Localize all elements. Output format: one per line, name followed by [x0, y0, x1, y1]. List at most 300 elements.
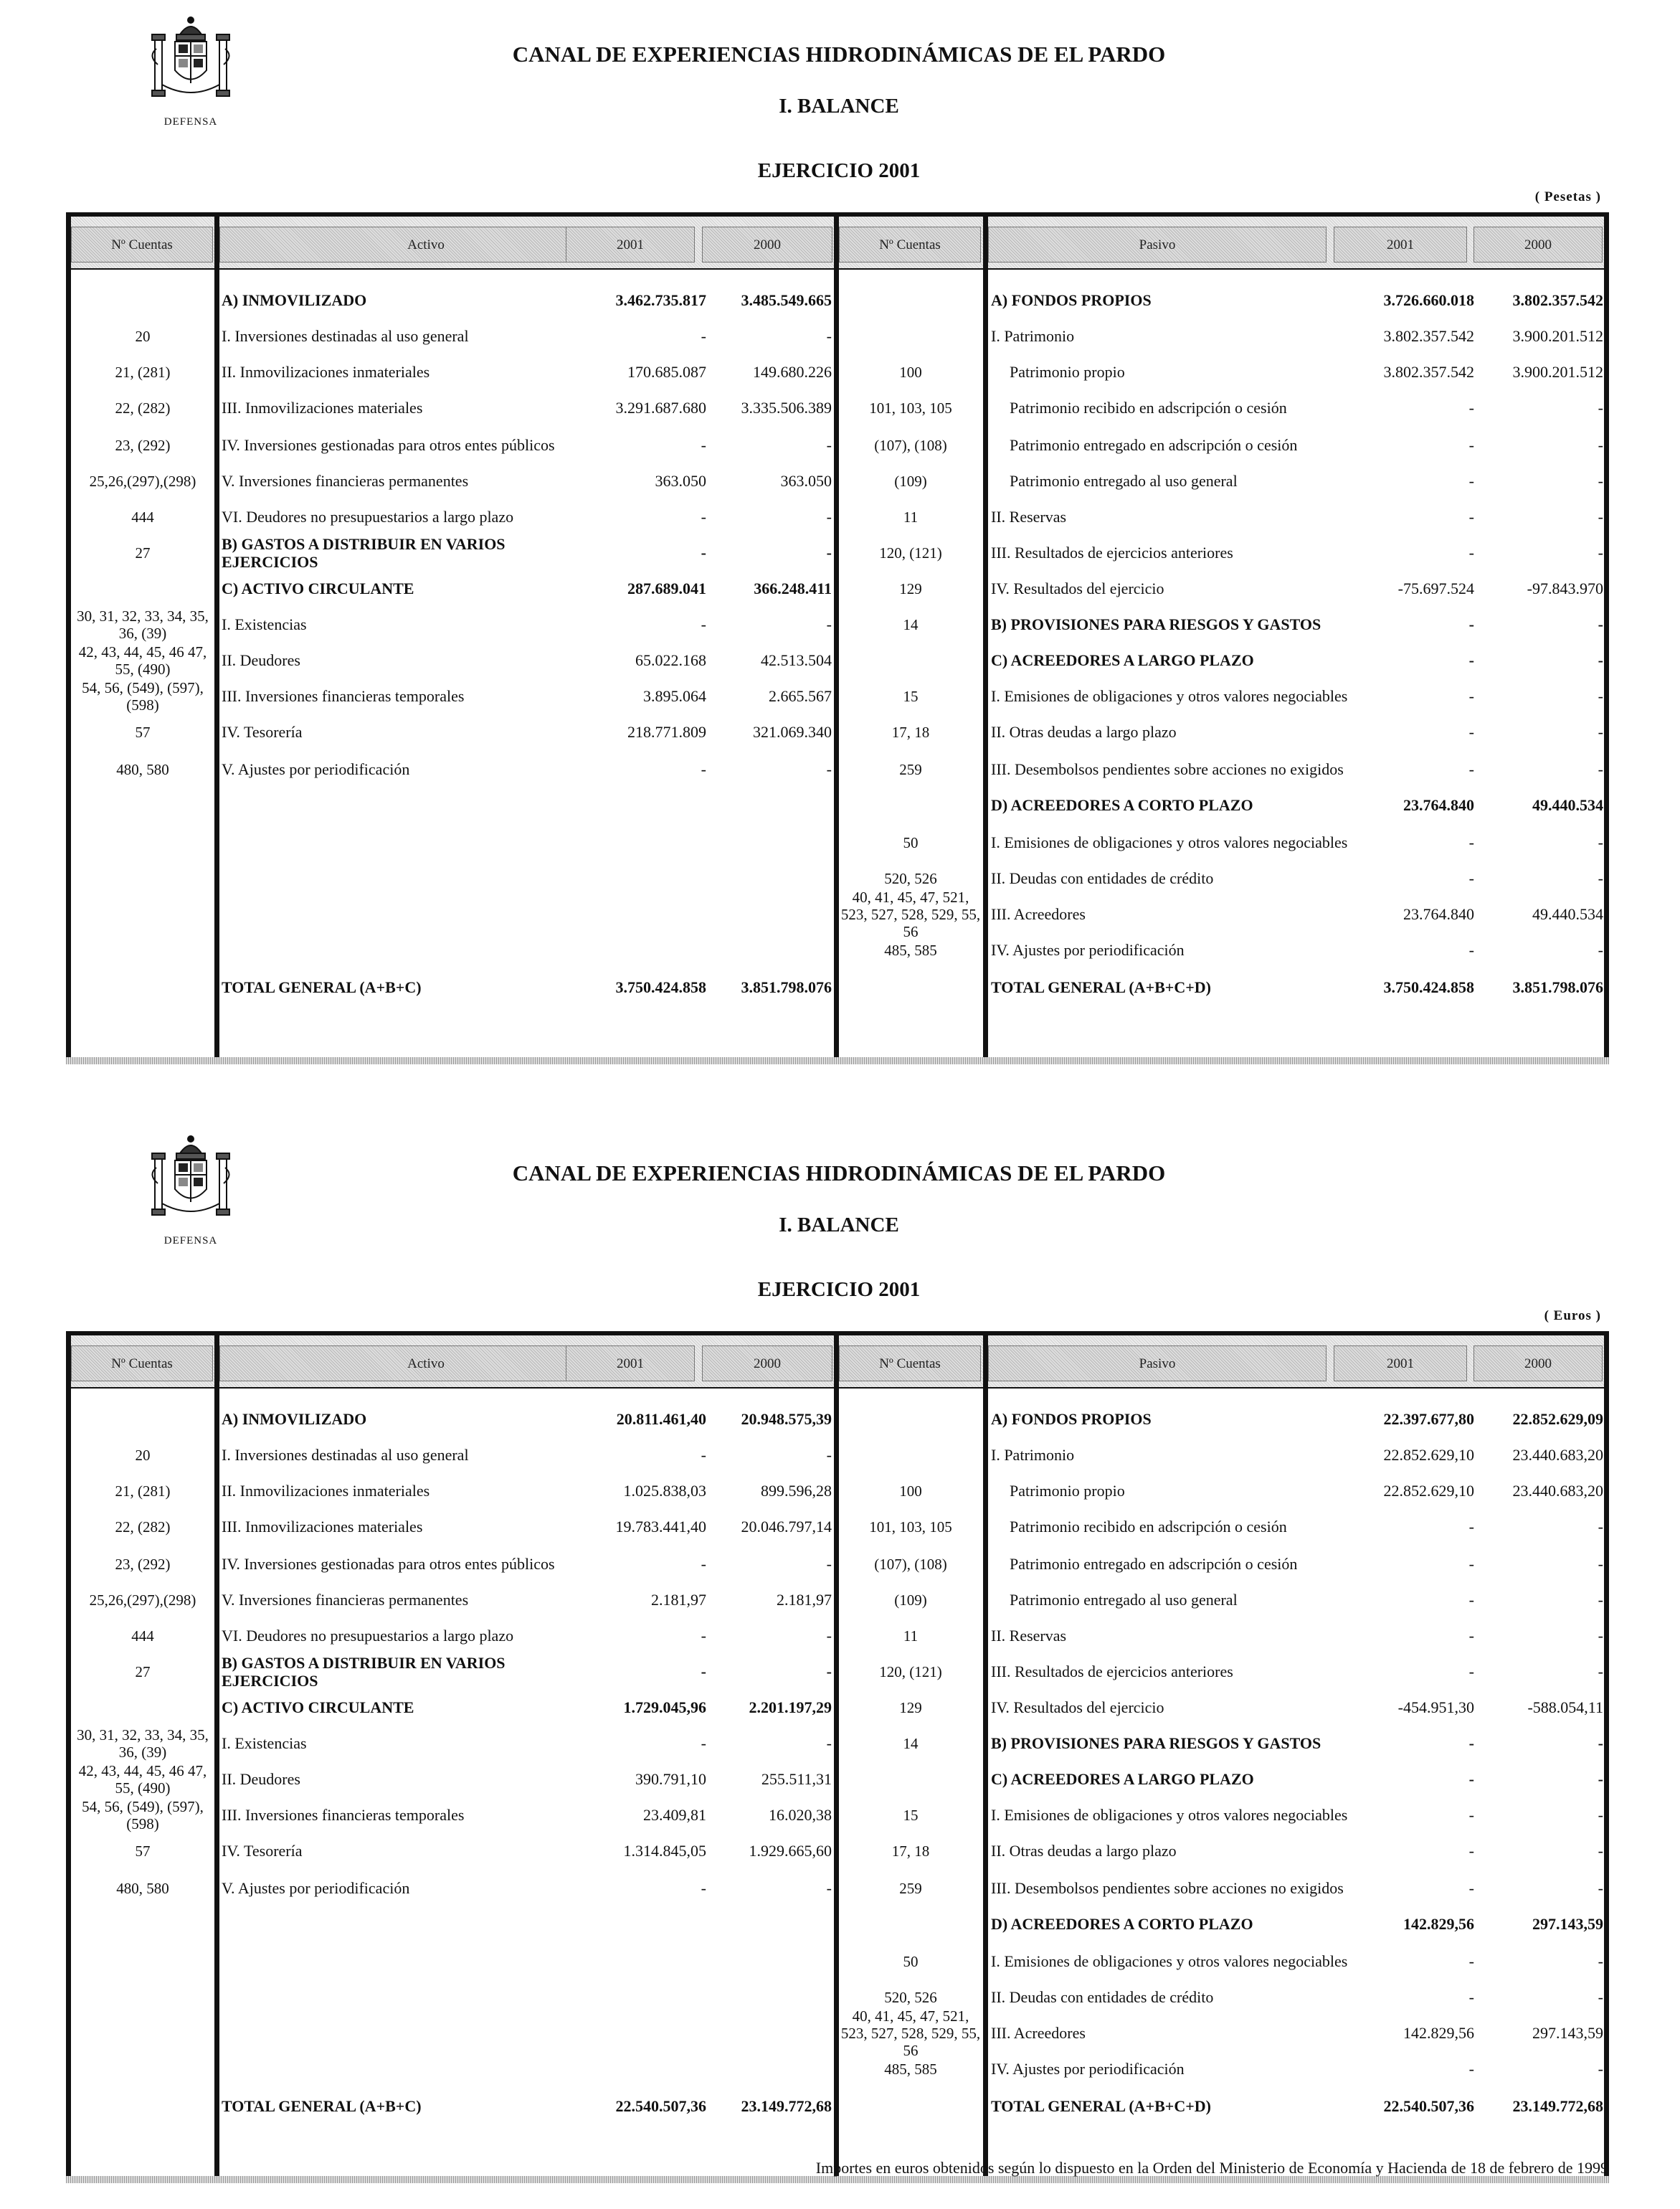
cell-activo-2000: 3.851.798.076 [741, 978, 832, 997]
cell-activo-2001 [566, 861, 709, 897]
cell-pasivo-2000: 3.900.201.512 [1512, 327, 1603, 346]
org-label: DEFENSA [163, 1235, 218, 1247]
cell-activo-2000 [698, 932, 835, 968]
cell-concept-pasivo: II. Otras deudas a largo plazo [991, 1842, 1177, 1860]
table-row [66, 932, 1609, 968]
cell-activo-2001: - [701, 1879, 706, 1898]
cell-pasivo-2000: - [1598, 1952, 1603, 1971]
table-row [66, 607, 1609, 643]
cell-activo-2001: 1.314.845,05 [623, 1842, 706, 1860]
cell-activo-2000: 3.485.549.665 [741, 291, 832, 310]
cell-activo-2001: - [701, 1446, 706, 1465]
cell-accounts-activo [71, 2051, 214, 2087]
cell-pasivo-2000: 23.440.683,20 [1512, 1482, 1603, 1500]
cell-activo-2001 [566, 787, 709, 823]
cell-accounts-activo: 444 [131, 508, 154, 526]
cell-accounts-pasivo: 11 [903, 508, 919, 526]
cell-concept-pasivo: Patrimonio entregado al uso general [1010, 472, 1238, 491]
cell-concept-activo: III. Inversiones financieras temporales [222, 687, 465, 706]
cell-pasivo-2001: 142.829,56 [1403, 2024, 1474, 2043]
cell-concept-pasivo: Patrimonio propio [1010, 1482, 1125, 1500]
document-subtitle: I. BALANCE [779, 1214, 899, 1236]
cell-concept-pasivo: I. Emisiones de obligaciones y otros valores negociables [991, 833, 1348, 852]
cell-accounts-activo [71, 932, 214, 968]
cell-pasivo-2001: 22.852.629,10 [1383, 1446, 1474, 1465]
cell-activo-2000: 2.665.567 [769, 687, 832, 706]
cell-concept-activo [220, 1944, 579, 1979]
cell-accounts-activo [71, 897, 214, 932]
cell-concept-pasivo: III. Acreedores [991, 905, 1086, 924]
cell-pasivo-2000: - [1598, 941, 1603, 960]
cell-activo-2001: 3.462.735.817 [615, 291, 706, 310]
cell-accounts-pasivo: 17, 18 [891, 1842, 930, 1860]
currency-unit: ( Euros ) [1544, 1308, 1601, 1323]
cell-accounts-activo [71, 283, 214, 318]
cell-concept-activo [220, 1979, 579, 2015]
cell-pasivo-2001: - [1468, 723, 1474, 742]
cell-activo-2001: - [701, 760, 706, 779]
cell-concept-activo: I. Inversiones destinadas al uso general [222, 327, 469, 346]
cell-accounts-activo: 57 [135, 723, 151, 741]
cell-accounts-activo [71, 1401, 214, 1437]
cell-accounts-pasivo: 50 [903, 833, 919, 851]
cell-activo-2001: 3.895.064 [643, 687, 706, 706]
cell-accounts-activo: 57 [135, 1842, 151, 1860]
cell-activo-2000: - [826, 1627, 832, 1645]
cell-pasivo-2001: - [1468, 544, 1474, 562]
table-row [66, 1582, 1609, 1618]
cell-pasivo-2001: - [1468, 1734, 1474, 1753]
table-row [66, 643, 1609, 678]
cell-accounts-activo: 25,26,(297),(298) [89, 472, 196, 490]
cell-activo-2000: 321.069.340 [753, 723, 832, 742]
cell-activo-2001: - [701, 615, 706, 634]
cell-accounts-pasivo: 15 [903, 687, 919, 705]
cell-pasivo-2000: - [1598, 615, 1603, 634]
cell-activo-2000 [698, 2015, 835, 2051]
cell-activo-2000: 20.948.575,39 [741, 1410, 832, 1429]
table-row [66, 283, 1609, 318]
cell-accounts-pasivo: 40, 41, 45, 47, 521, 523, 527, 528, 529, 55, 56 [840, 888, 981, 941]
cell-concept-pasivo: III. Desembolsos pendientes sobre acciones no exigidos [991, 1879, 1344, 1898]
table-row [66, 1690, 1609, 1726]
cell-activo-2001 [566, 1906, 709, 1942]
cell-activo-2000: 23.149.772,68 [741, 2097, 832, 2116]
cell-activo-2000 [698, 861, 835, 897]
cell-pasivo-2001: - [1468, 651, 1474, 670]
cell-pasivo-2000: 23.440.683,20 [1512, 1446, 1603, 1465]
cell-pasivo-2001: 22.397.677,80 [1383, 1410, 1474, 1429]
cell-activo-2000 [698, 897, 835, 932]
cell-activo-2000 [698, 1979, 835, 2015]
cell-concept-pasivo: III. Resultados de ejercicios anteriores [991, 1662, 1233, 1681]
table-row [66, 1473, 1609, 1509]
cell-concept-pasivo: A) FONDOS PROPIOS [991, 1410, 1152, 1429]
cell-activo-2001: 218.771.809 [627, 723, 706, 742]
cell-concept-pasivo: I. Emisiones de obligaciones y otros valores negociables [991, 1952, 1348, 1971]
cell-pasivo-2000: - [1598, 544, 1603, 562]
cell-activo-2001 [566, 897, 709, 932]
header-accounts-right: Nº Cuentas [839, 227, 981, 262]
cell-accounts-pasivo: 100 [899, 1482, 922, 1500]
cell-activo-2000: 149.680.226 [753, 363, 832, 382]
cell-accounts-activo [71, 970, 214, 1006]
cell-pasivo-2001: -75.697.524 [1397, 580, 1474, 598]
cell-activo-2001 [566, 2051, 709, 2087]
cell-accounts-pasivo [839, 1401, 982, 1437]
cell-accounts-activo: 444 [131, 1627, 154, 1645]
cell-accounts-activo: 25,26,(297),(298) [89, 1591, 196, 1609]
cell-concept-pasivo: C) ACREEDORES A LARGO PLAZO [991, 1770, 1254, 1789]
header-accounts-right: Nº Cuentas [839, 1345, 981, 1381]
cell-activo-2001 [566, 2015, 709, 2051]
cell-activo-2000: - [826, 1555, 832, 1574]
cell-concept-activo [220, 2051, 579, 2087]
cell-pasivo-2001: - [1468, 399, 1474, 417]
cell-concept-activo: B) GASTOS A DISTRIBUIR EN VARIOS EJERCICIOS [222, 1653, 506, 1690]
cell-activo-2000: 3.335.506.389 [741, 399, 832, 417]
cell-concept-activo [220, 2015, 579, 2051]
cell-concept-pasivo: IV. Resultados del ejercicio [991, 1698, 1164, 1717]
cell-activo-2000: 255.511,31 [761, 1770, 832, 1789]
table-row [66, 1618, 1609, 1654]
table-row [66, 861, 1609, 897]
header-pasivo: Pasivo [988, 227, 1327, 262]
cell-pasivo-2000: 22.852.629,09 [1512, 1410, 1603, 1429]
table-row [66, 1833, 1609, 1869]
cell-concept-pasivo: II. Deudas con entidades de crédito [991, 1988, 1214, 2007]
cell-pasivo-2000: 3.802.357.542 [1512, 291, 1603, 310]
balance-pesetas [0, 0, 1680, 1090]
cell-pasivo-2000: 49.440.534 [1532, 905, 1603, 924]
cell-concept-activo: V. Ajustes por periodificación [222, 760, 410, 779]
cell-pasivo-2000: - [1598, 1879, 1603, 1898]
cell-accounts-activo: 21, (281) [115, 363, 171, 381]
cell-concept-pasivo: IV. Ajustes por periodificación [991, 941, 1185, 960]
cell-pasivo-2001: - [1468, 1842, 1474, 1860]
cell-pasivo-2001: - [1468, 472, 1474, 491]
coat-of-arms-icon [141, 1132, 241, 1239]
table-row [66, 535, 1609, 571]
table-row [66, 318, 1609, 354]
cell-concept-pasivo: II. Deudas con entidades de crédito [991, 869, 1214, 888]
cell-accounts-activo: 30, 31, 32, 33, 34, 35, 36, (39) [77, 607, 209, 642]
cell-concept-pasivo: B) PROVISIONES PARA RIESGOS Y GASTOS [991, 1734, 1321, 1753]
cell-accounts-pasivo [839, 1906, 982, 1942]
cell-pasivo-2000: 297.143,59 [1532, 1915, 1603, 1934]
cell-pasivo-2000: 3.900.201.512 [1512, 363, 1603, 382]
cell-pasivo-2001: 23.764.840 [1403, 905, 1474, 924]
cell-pasivo-2001: - [1468, 2060, 1474, 2078]
table-row [66, 427, 1609, 463]
balance-euros [0, 1119, 1680, 2209]
cell-activo-2000: - [826, 544, 832, 562]
cell-pasivo-2000: - [1598, 1988, 1603, 2007]
cell-concept-pasivo: II. Reservas [991, 508, 1067, 526]
cell-activo-2000: - [826, 760, 832, 779]
table-row [66, 390, 1609, 426]
cell-accounts-pasivo [839, 643, 982, 678]
cell-pasivo-2001: - [1468, 941, 1474, 960]
table-row [66, 678, 1609, 714]
cell-concept-activo: VI. Deudores no presupuestarios a largo plazo [222, 508, 514, 526]
footer-note: Importes en euros obtenidos según lo dispuesto en la Orden del Ministerio de Economía y Hacienda de 18 de febrero de 1999 [815, 2159, 1608, 2177]
cell-accounts-activo: 54, 56, (549), (597), (598) [82, 1797, 204, 1832]
cell-accounts-activo: 20 [135, 1446, 151, 1464]
header-activo-2000: 2000 [702, 1345, 832, 1381]
cell-concept-activo: IV. Inversiones gestionadas para otros entes públicos [222, 1555, 555, 1574]
table-row [66, 1509, 1609, 1545]
cell-pasivo-2001: - [1468, 1988, 1474, 2007]
cell-concept-activo [220, 825, 579, 861]
cell-activo-2001: 170.685.087 [627, 363, 706, 382]
cell-activo-2000: 899.596,28 [761, 1482, 832, 1500]
cell-pasivo-2000: - [1598, 651, 1603, 670]
cell-concept-activo: I. Existencias [222, 615, 307, 634]
table-row [66, 1401, 1609, 1437]
table-row [66, 1906, 1609, 1942]
cell-accounts-pasivo [839, 1761, 982, 1797]
cell-concept-pasivo: II. Reservas [991, 1627, 1067, 1645]
cell-activo-2000: - [826, 1734, 832, 1753]
table-row [66, 1870, 1609, 1906]
cell-pasivo-2001: - [1468, 436, 1474, 455]
header-pasivo-2000: 2000 [1473, 1345, 1603, 1381]
cell-pasivo-2001: - [1468, 1662, 1474, 1681]
cell-pasivo-2001: 22.852.629,10 [1383, 1482, 1474, 1500]
cell-accounts-activo [71, 1906, 214, 1942]
cell-activo-2001: 65.022.168 [635, 651, 706, 670]
cell-accounts-pasivo: 259 [899, 1879, 922, 1897]
cell-concept-pasivo: A) FONDOS PROPIOS [991, 291, 1152, 310]
cell-pasivo-2000: - [1598, 2060, 1603, 2078]
cell-pasivo-2001: - [1468, 1518, 1474, 1536]
cell-accounts-pasivo [839, 283, 982, 318]
header-pasivo-2001: 2001 [1334, 1345, 1467, 1381]
header-activo-2000: 2000 [702, 227, 832, 262]
cell-activo-2001: - [701, 544, 706, 562]
table-row [66, 1944, 1609, 1979]
cell-activo-2000: - [826, 327, 832, 346]
cell-concept-activo [220, 932, 579, 968]
cell-concept-activo: IV. Tesorería [222, 723, 303, 742]
cell-activo-2000: - [826, 436, 832, 455]
cell-pasivo-2000: - [1598, 723, 1603, 742]
header-pasivo-2000: 2000 [1473, 227, 1603, 262]
cell-pasivo-2001: 22.540.507,36 [1383, 2097, 1474, 2116]
cell-pasivo-2001: 3.802.357.542 [1383, 363, 1474, 382]
cell-activo-2000: - [826, 615, 832, 634]
cell-accounts-activo: 27 [135, 1662, 151, 1680]
table-row [66, 1979, 1609, 2015]
table-row [66, 2051, 1609, 2087]
cell-concept-pasivo: I. Patrimonio [991, 327, 1075, 346]
cell-accounts-activo [71, 787, 214, 823]
cell-accounts-activo: 21, (281) [115, 1482, 171, 1500]
cell-pasivo-2001: - [1468, 1770, 1474, 1789]
cell-concept-activo: A) INMOVILIZADO [222, 1410, 367, 1429]
cell-pasivo-2000: - [1598, 1842, 1603, 1860]
cell-pasivo-2001: 3.726.660.018 [1383, 291, 1474, 310]
cell-accounts-pasivo [839, 1437, 982, 1473]
cell-concept-activo: C) ACTIVO CIRCULANTE [222, 1698, 414, 1717]
table-row [66, 1726, 1609, 1761]
cell-accounts-pasivo: 40, 41, 45, 47, 521, 523, 527, 528, 529, 55, 56 [840, 2007, 981, 2060]
header-activo-2001: 2001 [566, 1345, 695, 1381]
cell-pasivo-2001: - [1468, 760, 1474, 779]
cell-concept-pasivo: I. Patrimonio [991, 1446, 1075, 1465]
cell-accounts-pasivo [839, 318, 982, 354]
cell-pasivo-2001: - [1468, 508, 1474, 526]
cell-activo-2000: - [826, 508, 832, 526]
cell-accounts-pasivo: 101, 103, 105 [869, 1518, 952, 1536]
cell-accounts-pasivo [839, 2089, 982, 2124]
cell-concept-pasivo: Patrimonio recibido en adscripción o cesión [1010, 399, 1287, 417]
header-activo: Activo [219, 1345, 632, 1381]
cell-activo-2001 [566, 825, 709, 861]
header-accounts-left: Nº Cuentas [71, 1345, 213, 1381]
fiscal-year: EJERCICIO 2001 [757, 1278, 921, 1301]
cell-activo-2001: 22.540.507,36 [615, 2097, 706, 2116]
cell-accounts-activo [71, 825, 214, 861]
cell-activo-2000 [698, 1906, 835, 1942]
cell-accounts-pasivo: 129 [899, 580, 922, 597]
cell-concept-pasivo: IV. Ajustes por periodificación [991, 2060, 1185, 2078]
cell-accounts-pasivo: 14 [903, 1734, 919, 1752]
cell-accounts-pasivo: 50 [903, 1952, 919, 1970]
cell-accounts-pasivo: (109) [894, 1591, 927, 1609]
cell-concept-activo: III. Inversiones financieras temporales [222, 1806, 465, 1825]
cell-pasivo-2001: - [1468, 833, 1474, 852]
cell-concept-activo [220, 787, 579, 823]
cell-accounts-activo: 22, (282) [115, 1518, 171, 1536]
table-row [66, 825, 1609, 861]
cell-accounts-pasivo: 120, (121) [879, 1662, 942, 1680]
cell-accounts-pasivo: (107), (108) [874, 436, 947, 454]
cell-pasivo-2000: - [1598, 833, 1603, 852]
cell-concept-activo: IV. Inversiones gestionadas para otros entes públicos [222, 436, 555, 455]
cell-concept-pasivo: TOTAL GENERAL (A+B+C+D) [991, 2097, 1211, 2116]
balance-table [66, 212, 1609, 1062]
cell-activo-2001: - [701, 1734, 706, 1753]
header-activo: Activo [219, 227, 632, 262]
table-row [66, 2007, 1609, 2060]
cell-activo-2000: 1.929.665,60 [749, 1842, 832, 1860]
cell-concept-activo: C) ACTIVO CIRCULANTE [222, 580, 414, 598]
cell-concept-pasivo: D) ACREEDORES A CORTO PLAZO [991, 1915, 1253, 1934]
cell-accounts-pasivo: 101, 103, 105 [869, 399, 952, 417]
cell-concept-activo: II. Inmovilizaciones inmateriales [222, 363, 430, 382]
cell-pasivo-2001: - [1468, 1806, 1474, 1825]
cell-accounts-pasivo: 15 [903, 1806, 919, 1824]
cell-activo-2001: 20.811.461,40 [616, 1410, 706, 1429]
cell-accounts-activo: 23, (292) [115, 1555, 171, 1573]
table-row [66, 1761, 1609, 1797]
cell-pasivo-2000: - [1598, 760, 1603, 779]
cell-activo-2000: 2.181,97 [777, 1591, 832, 1609]
cell-accounts-activo: 27 [135, 544, 151, 562]
cell-activo-2000: 363.050 [780, 472, 832, 491]
cell-accounts-pasivo: 100 [899, 363, 922, 381]
cell-concept-pasivo: III. Resultados de ejercicios anteriores [991, 544, 1233, 562]
fiscal-year: EJERCICIO 2001 [757, 159, 921, 182]
cell-accounts-activo [71, 571, 214, 607]
cell-accounts-activo [71, 861, 214, 897]
cell-pasivo-2000: 49.440.534 [1532, 796, 1603, 815]
cell-concept-pasivo: Patrimonio entregado al uso general [1010, 1591, 1238, 1609]
cell-activo-2000 [698, 1944, 835, 1979]
cell-concept-pasivo: Patrimonio entregado en adscripción o cesión [1010, 436, 1298, 455]
cell-pasivo-2000: -588.054,11 [1527, 1698, 1603, 1717]
document-title: CANAL DE EXPERIENCIAS HIDRODINÁMICAS DE EL PARDO [512, 42, 1166, 67]
cell-accounts-activo: 20 [135, 327, 151, 345]
cell-pasivo-2001: 3.750.424.858 [1383, 978, 1474, 997]
cell-pasivo-2000: 23.149.772,68 [1512, 2097, 1603, 2116]
cell-pasivo-2001: 3.802.357.542 [1383, 327, 1474, 346]
cell-pasivo-2000: - [1598, 1627, 1603, 1645]
cell-accounts-pasivo [839, 970, 982, 1006]
cell-pasivo-2001: - [1468, 1555, 1474, 1574]
cell-activo-2000: 20.046.797,14 [741, 1518, 832, 1536]
org-label: DEFENSA [163, 116, 218, 128]
cell-concept-pasivo: I. Emisiones de obligaciones y otros valores negociables [991, 1806, 1348, 1825]
cell-pasivo-2000: - [1598, 1518, 1603, 1536]
cell-accounts-activo [71, 1944, 214, 1979]
cell-accounts-pasivo: 485, 585 [884, 2060, 937, 2078]
cell-activo-2001: 287.689.041 [627, 580, 706, 598]
cell-activo-2001: 3.750.424.858 [615, 978, 706, 997]
cell-accounts-pasivo: (109) [894, 472, 927, 490]
cell-accounts-activo: 30, 31, 32, 33, 34, 35, 36, (39) [77, 1726, 209, 1761]
header-accounts-left: Nº Cuentas [71, 227, 213, 262]
cell-accounts-activo [71, 1690, 214, 1726]
cell-activo-2001: - [701, 508, 706, 526]
cell-pasivo-2000: -97.843.970 [1527, 580, 1603, 598]
cell-pasivo-2000: - [1598, 1555, 1603, 1574]
cell-concept-activo [220, 1906, 579, 1942]
cell-concept-activo: V. Inversiones financieras permanentes [222, 472, 469, 491]
cell-concept-activo: B) GASTOS A DISTRIBUIR EN VARIOS EJERCICIOS [222, 534, 506, 571]
cell-pasivo-2000: - [1598, 1806, 1603, 1825]
header-pasivo: Pasivo [988, 1345, 1327, 1381]
cell-activo-2001: 2.181,97 [651, 1591, 706, 1609]
cell-pasivo-2001: 142.829,56 [1403, 1915, 1474, 1934]
cell-activo-2001: 363.050 [655, 472, 706, 491]
table-bottom-band [66, 1057, 1609, 1064]
table-row [66, 354, 1609, 390]
cell-activo-2001: 1.729.045,96 [623, 1698, 706, 1717]
cell-accounts-activo: 22, (282) [115, 399, 171, 417]
table-row [66, 752, 1609, 787]
cell-pasivo-2000: - [1598, 436, 1603, 455]
cell-activo-2000: - [826, 1446, 832, 1465]
cell-accounts-pasivo: 520, 526 [884, 869, 937, 887]
cell-activo-2000 [698, 825, 835, 861]
cell-concept-activo [220, 861, 579, 897]
cell-concept-activo: I. Existencias [222, 1734, 307, 1753]
cell-activo-2001: 390.791,10 [635, 1770, 706, 1789]
table-row [66, 499, 1609, 535]
cell-activo-2001: 19.783.441,40 [615, 1518, 706, 1536]
table-row [66, 787, 1609, 823]
cell-activo-2001: - [701, 1627, 706, 1645]
cell-concept-activo: TOTAL GENERAL (A+B+C) [222, 978, 422, 997]
cell-pasivo-2000: 3.851.798.076 [1512, 978, 1603, 997]
cell-concept-pasivo: Patrimonio propio [1010, 363, 1125, 382]
cell-activo-2001: - [701, 1555, 706, 1574]
cell-activo-2000: 2.201.197,29 [749, 1698, 832, 1717]
cell-activo-2001 [566, 932, 709, 968]
